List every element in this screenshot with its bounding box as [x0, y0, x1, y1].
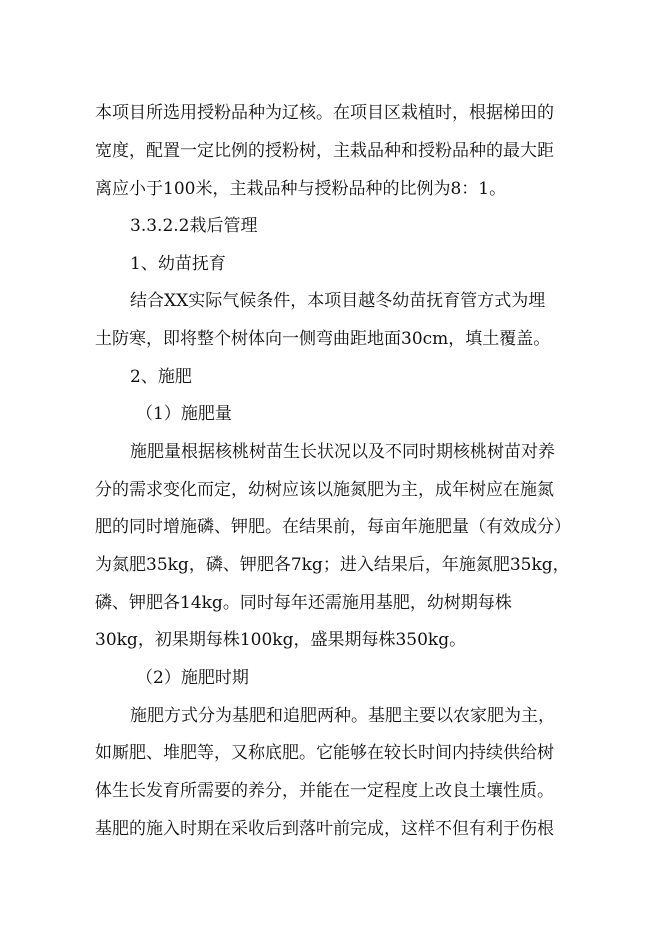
paragraph-line: 离应小于100米，主栽品种与授粉品种的比例为8：1。 — [95, 179, 507, 199]
paragraph-line: 为氮肥35kg，磷、钾肥各7kg；进入结果后，年施氮肥35kg， — [95, 555, 570, 575]
paragraph-line: 肥的同时增施磷、钾肥。在结果前，每亩年施肥量（有效成分） — [95, 517, 571, 537]
item-heading: （2）施肥时期 — [136, 668, 249, 688]
section-heading: 3.3.2.2栽后管理 — [130, 216, 258, 236]
paragraph-line: 结合XX实际气候条件，本项目越冬幼苗抚育管方式为埋 — [130, 291, 546, 311]
paragraph-line: 磷、钾肥各14kg。同时每年还需施用基肥，幼树期每株 — [95, 593, 512, 613]
paragraph-line: 施肥方式分为基肥和追肥两种。基肥主要以农家肥为主， — [130, 706, 555, 726]
paragraph-line: 土防寒，即将整个树体向一侧弯曲距地面30cm，填土覆盖。 — [95, 329, 551, 349]
paragraph-line: 如厮肥、堆肥等，又称底肥。它能够在较长时间内持续供给树 — [95, 743, 554, 763]
subsection-heading: 2、施肥 — [130, 367, 192, 387]
item-heading: （1）施肥量 — [136, 404, 232, 424]
paragraph-line: 30kg，初果期每株100kg，盛果期每株350kg。 — [95, 630, 467, 650]
paragraph-line: 体生长发育所需要的养分，并能在一定程度上改良土壤性质。 — [95, 781, 554, 801]
subsection-heading: 1、幼苗抚育 — [130, 254, 226, 274]
paragraph-line: 分的需求变化而定，幼树应该以施氮肥为主，成年树应在施氮 — [95, 480, 554, 500]
paragraph-line: 基肥的施入时期在采收后到落叶前完成，这样不但有利于伤根 — [95, 819, 554, 839]
paragraph-line: 施肥量根据核桃树苗生长状况以及不同时期核桃树苗对养 — [130, 442, 555, 462]
paragraph-line: 本项目所选用授粉品种为辽核。在项目区栽植时，根据梯田的 — [95, 103, 554, 123]
paragraph-line: 宽度，配置一定比例的授粉树，主栽品种和授粉品种的最大距 — [95, 141, 554, 161]
